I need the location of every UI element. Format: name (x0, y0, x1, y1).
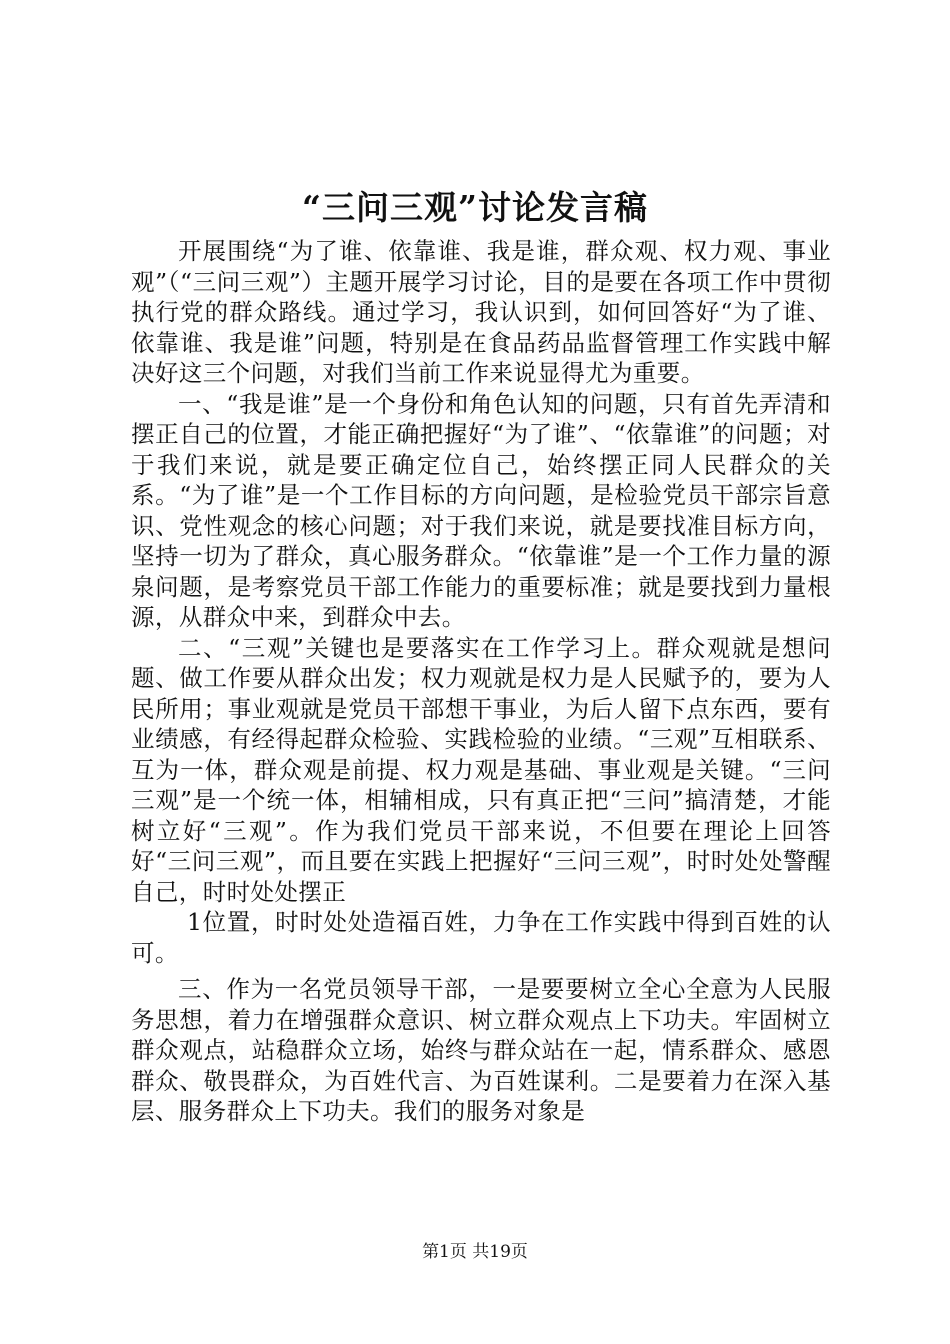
paragraph-section-1: 一、“我是谁”是一个身份和角色认知的问题，只有首先弄清和摆正自己的位置，才能正确把握好“为了谁”、“依靠谁”的问题；对于我们来说，就是要正确定位自己，始终摆正同人民群众的关系。“为了谁”是一个工作目标的方向问题，是检验党员干部宗旨意识、党性观念的核心问题；对于我们来说，就是要找准目标方向，坚持一切为了群众，真心服务群众。“依靠谁”是一个工作力量的源泉问题，是考察党员干部工作能力的重要标准；就是要找到力量根源，从群众中来，到群众中去。 (131, 389, 831, 631)
paragraph-section-2: 二、“三观”关键也是要落实在工作学习上。群众观就是想问题、做工作要从群众出发；权力观就是权力是人民赋予的，要为人民所用；事业观就是党员干部想干事业，为后人留下点东西，要有业绩感，有经得起群众检验、实践检验的业绩。“三观”互相联系、互为一体，群众观是前提、权力观是基础、事业观是关键。“三问三观”是一个统一体，相辅相成，只有真正把“三问”搞清楚，才能树立好“三观”。作为我们党员干部来说，不但要在理论上回答好“三问三观”，而且要在实践上把握好“三问三观”，时时处处警醒自己，时时处处摆正 (131, 633, 831, 906)
page-footer: 第1页 共19页 (422, 1242, 528, 1262)
paragraph-intro: 开展围绕“为了谁、依靠谁、我是谁，群众观、权力观、事业观”（“三问三观”）主题开展学习讨论，目的是要在各项工作中贯彻执行党的群众路线。通过学习，我认识到，如何回答好“为了谁、依靠谁、我是谁”问题，特别是在食品药品监督管理工作实践中解决好这三个问题，对我们当前工作来说显得尤为重要。 (131, 237, 831, 387)
paragraph-section-3: 三、作为一名党员领导干部，一是要要树立全心全意为人民服务思想，着力在增强群众意识、树立群众观点上下功夫。牢固树立群众观点，站稳群众立场，始终与群众站在一起，情系群众、感恩群众、敬畏群众，为百姓代言、为百姓谋利。二是要着力在深入基层、服务群众上下功夫。我们的服务对象是 (131, 975, 831, 1125)
document-body (131, 236, 831, 1127)
paragraph-continuation: 1位置，时时处处造福百姓，力争在工作实践中得到百姓的认可。 (131, 908, 831, 967)
page-title: “三问三观”讨论发言稿 (302, 188, 648, 227)
